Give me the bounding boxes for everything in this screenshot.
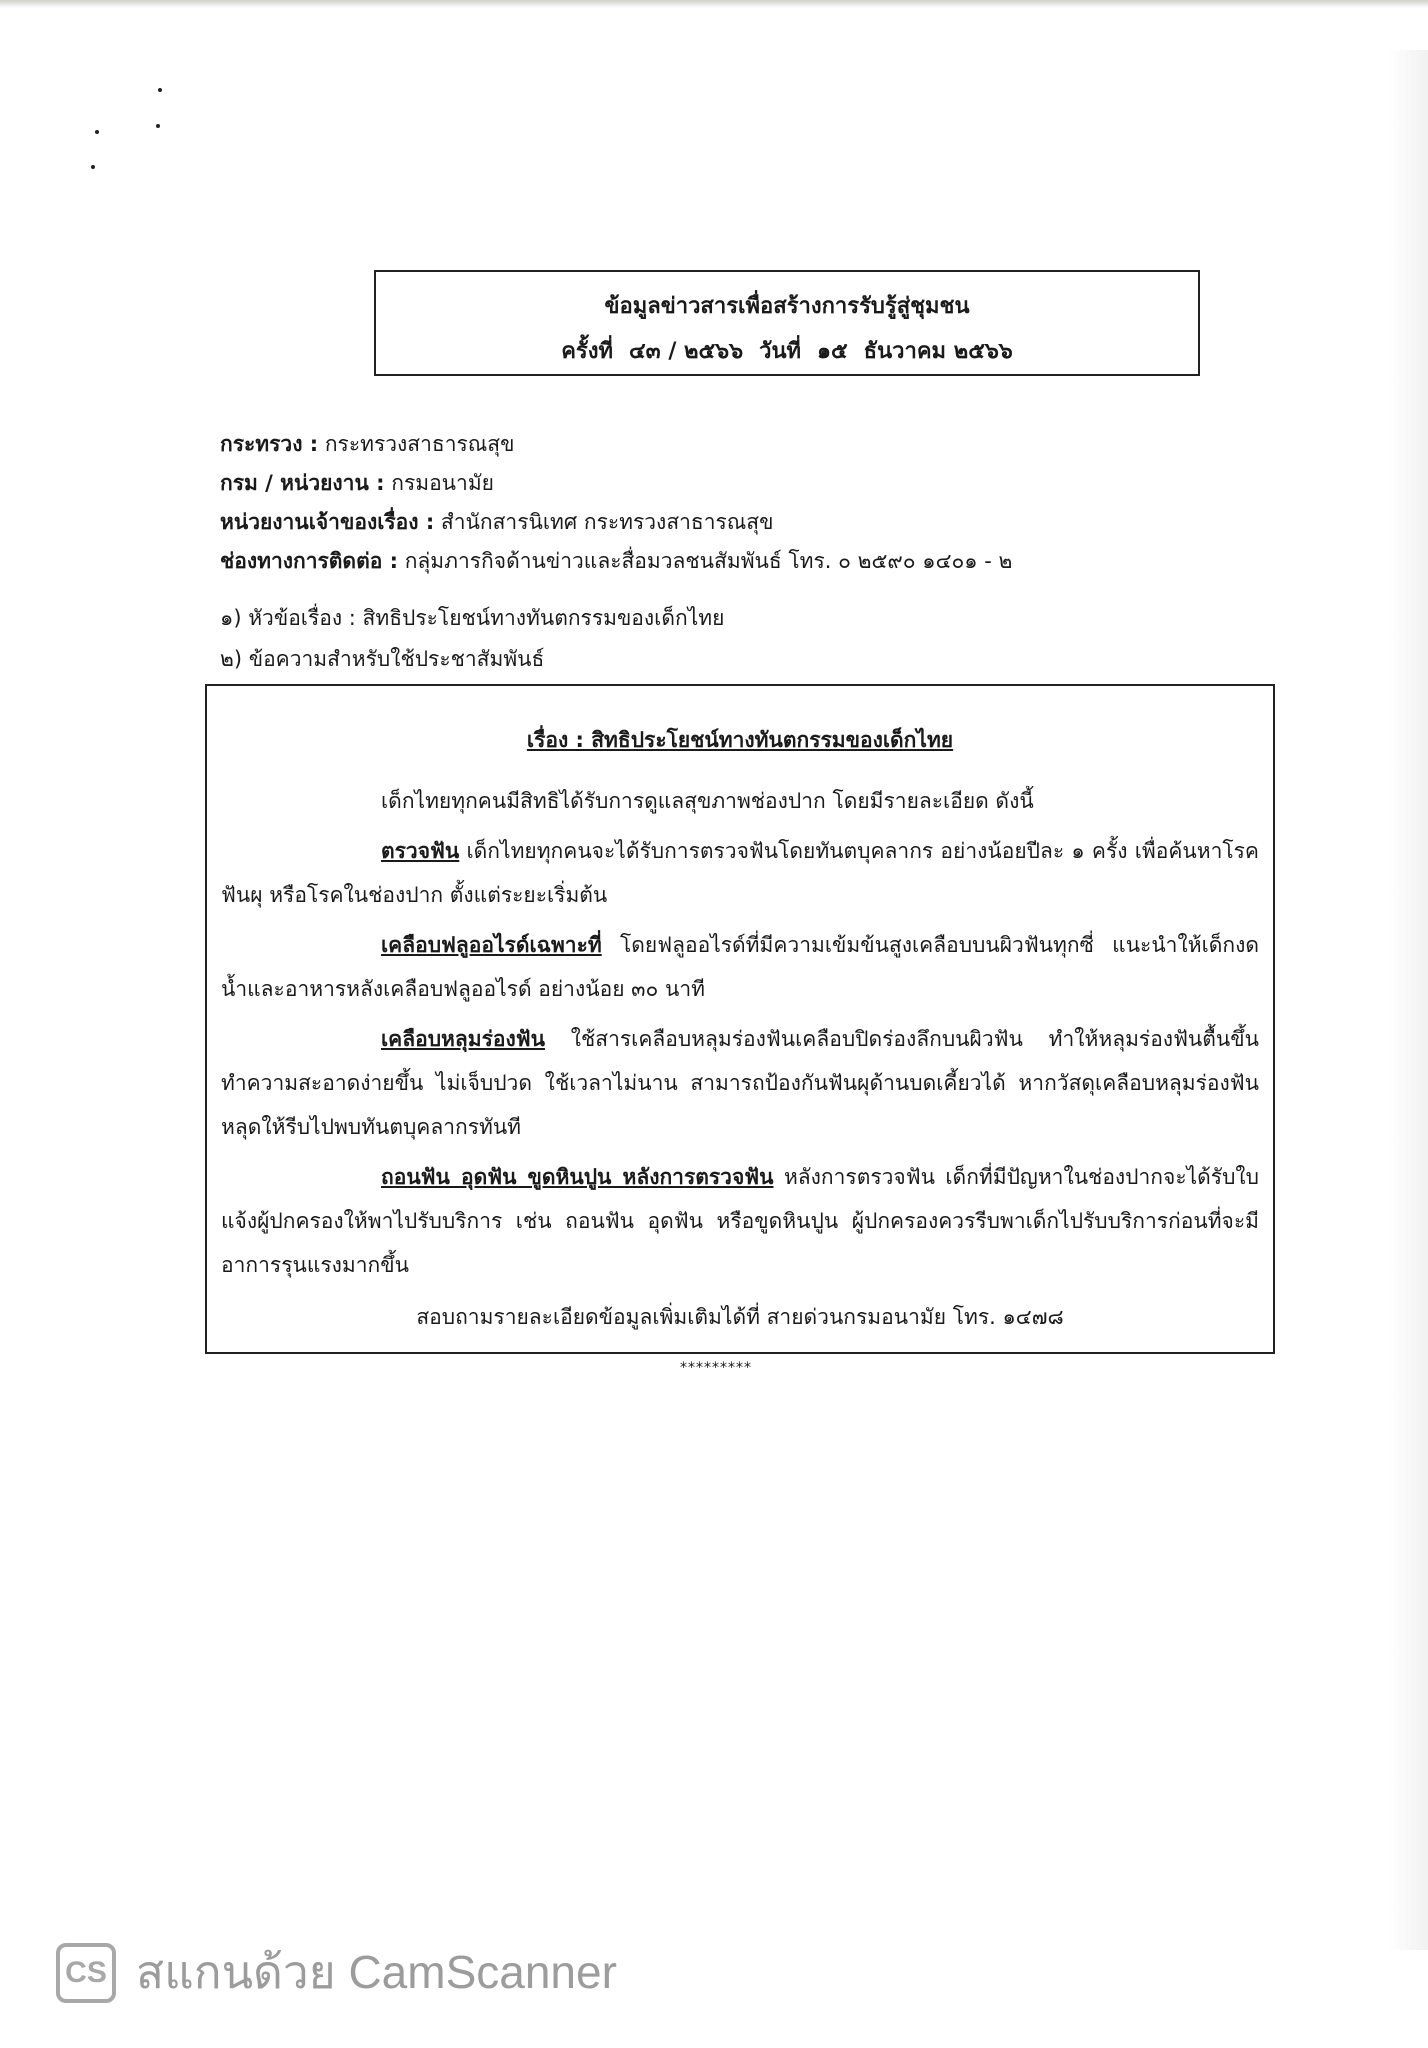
date-day: ๑๕ — [817, 339, 848, 364]
issue-label: ครั้งที่ — [561, 339, 613, 364]
watermark-text: สแกนด้วย CamScanner — [136, 1946, 617, 1998]
meta-block — [220, 425, 1220, 581]
scan-edge-right — [1388, 50, 1428, 1950]
scan-speck — [95, 130, 99, 134]
ministry-label: กระทรวง : — [220, 432, 319, 456]
paragraph-treatment — [221, 1155, 1259, 1287]
meta-ministry — [220, 425, 1220, 464]
issue-number: ๔๓ / ๒๕๖๖ — [628, 339, 744, 364]
meta-owner — [220, 503, 1220, 542]
scan-speck — [91, 165, 95, 169]
paragraph-text: เด็กไทยทุกคนจะได้รับการตรวจฟันโดยทันตบุคลากร อย่างน้อยปีละ ๑ ครั้ง เพื่อค้นหาโรคฟันผุ หรือโรคในช่องปาก ตั้งแต่ระยะเริ่มต้น — [221, 839, 1259, 907]
owner-value: สำนักสารนิเทศ กระทรวงสาธารณสุข — [440, 510, 774, 534]
topics-block — [220, 598, 1220, 680]
header-title: ข้อมูลข่าวสารเพื่อสร้างการรับรู้สู่ชุมชน — [604, 294, 970, 319]
paragraph-heading: ถอนฟัน อุดฟัน ขูดหินปูน หลังการตรวจฟัน — [381, 1165, 774, 1189]
content-title: เรื่อง : สิทธิประโยชน์ทางทันตกรรมของเด็กไทย — [526, 728, 954, 752]
contact-value: กลุ่มภารกิจด้านข่าวและสื่อมวลชนสัมพันธ์ โทร. ๐ ๒๕๙๐ ๑๔๐๑ - ๒ — [404, 549, 1013, 573]
date-month-year: ธันวาคม ๒๕๖๖ — [863, 339, 1013, 364]
press-release-box — [205, 684, 1275, 1354]
scan-speck — [158, 88, 162, 92]
scan-edge-top — [0, 0, 1428, 8]
header-issue-line — [376, 333, 1198, 368]
topic-item: ๑) หัวข้อเรื่อง : สิทธิประโยชน์ทางทันตกรรมของเด็กไทย — [220, 606, 725, 630]
date-label: วันที่ — [759, 339, 802, 364]
ministry-value: กระทรวงสาธารณสุข — [324, 432, 515, 456]
paragraph-text: โดยฟลูออไรด์ที่มีความเข้มข้นสูงเคลือบบนผิวฟันทุกซี่ แนะนำให้เด็กงดน้ำและอาหารหลังเคลือบฟลูออไรด์ อย่างน้อย ๓๐ นาที — [221, 933, 1259, 1001]
end-marker: ********* — [680, 1360, 752, 1376]
paragraph-text: หลังการตรวจฟัน เด็กที่มีปัญหาในช่องปากจะได้รับใบแจ้งผู้ปกครองให้พาไปรับบริการ เช่น ถอนฟัน อุดฟัน หรือขูดหินปูน ผู้ปกครองควรรีบพาเด็กไปรับบริการก่อนที่จะมีอาการรุนแรงมากขึ้น — [221, 1165, 1259, 1277]
paragraph-fluoride — [221, 923, 1259, 1011]
closing-line: สอบถามรายละเอียดข้อมูลเพิ่มเติมได้ที่ สายด่วนกรมอนามัย โทร. ๑๔๗๘ — [416, 1305, 1064, 1329]
paragraph-sealant — [221, 1017, 1259, 1149]
owner-label: หน่วยงานเจ้าของเรื่อง : — [220, 510, 435, 534]
topic-item: ๒) ข้อความสำหรับใช้ประชาสัมพันธ์ — [220, 647, 545, 671]
camscanner-watermark — [56, 1936, 617, 2009]
department-label: กรม / หน่วยงาน : — [220, 471, 385, 495]
paragraph-dental-check — [221, 829, 1259, 917]
header-box — [374, 270, 1200, 376]
paragraph-heading: เคลือบฟลูออไรด์เฉพาะที่ — [381, 933, 602, 957]
meta-contact — [220, 542, 1220, 581]
intro-paragraph: เด็กไทยทุกคนมีสิทธิได้รับการดูแลสุขภาพช่องปาก โดยมีรายละเอียด ดังนี้ — [381, 789, 1034, 813]
paragraph-heading: เคลือบหลุมร่องฟัน — [381, 1027, 545, 1051]
paragraph-text: ใช้สารเคลือบหลุมร่องฟันเคลือบปิดร่องลึกบนผิวฟัน ทำให้หลุมร่องฟันตื้นขึ้น ทำความสะอาดง่ายขึ้น ไม่เจ็บปวด ใช้เวลาไม่นาน สามารถป้องกันฟันผุด้านบดเคี้ยวได้ หากวัสดุเคลือบหลุมร่องฟันหลุดให้รีบไปพบทันตบุคลากรทันที — [221, 1027, 1259, 1139]
paragraph-heading: ตรวจฟัน — [381, 839, 460, 863]
camscanner-logo-icon: CS — [56, 1943, 116, 2003]
department-value: กรมอนามัย — [391, 471, 494, 495]
contact-label: ช่องทางการติดต่อ : — [220, 549, 399, 573]
meta-department — [220, 464, 1220, 503]
scan-speck — [156, 124, 160, 128]
